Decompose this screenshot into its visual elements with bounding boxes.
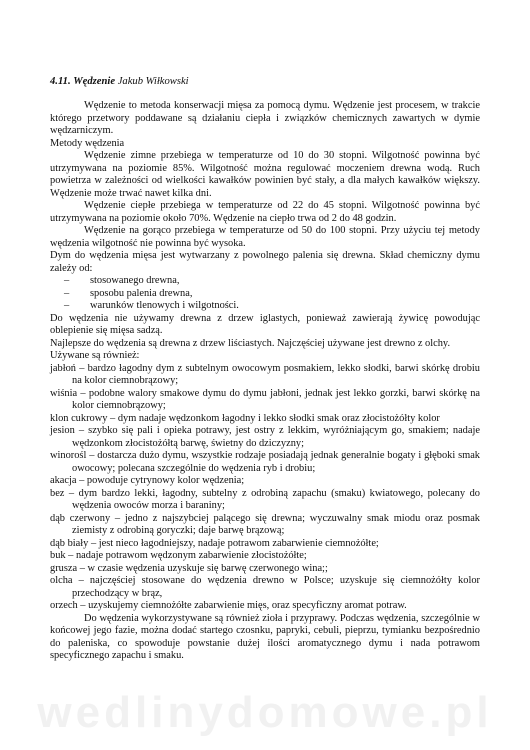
list-item: – stosowanego drewna,	[64, 275, 180, 286]
conifer-paragraph: Do wędzenia nie używamy drewna z drzew iglastych, ponieważ zawierają żywicę powodując oblepienie się mięsa sadzą.	[50, 312, 480, 336]
warm-smoking-paragraph: Wędzenie ciepłe przebiega w temperaturze od 22 do 45 stopni. Wilgotność powinna być utrzymywana na poziomie około 70%. Wędzenie na ciepło trwa od 2 do 48 godzin.	[50, 200, 480, 224]
also-used-label: Używane są również:	[50, 350, 140, 361]
wood-item-bez: bez – dym bardzo lekki, łagodny, subtelny z odrobiną zapachu (smaku) kwiatowego, polecany do wędzenia owoców morza i baraniny;	[50, 487, 480, 511]
list-item: – sposobu palenia drewna,	[64, 287, 193, 299]
list-item: – warunków tlenowych i wilgotności.	[64, 300, 239, 311]
intro-paragraph: Wędzenie to metoda konserwacji mięsa za pomocą dymu. Wędzenie jest procesem, w trakcie którego przetwory poddawane są działaniu ciepła i związków chemicznych zawartych w dymie wędzarniczym.	[50, 100, 480, 136]
wood-item-olcha: olcha – najczęściej stosowane do wędzenia drewno w Polsce; uzyskuje się ciemnożółty kolor przechodzący w brąz,	[50, 575, 480, 599]
wood-item-akacja: akacja – powoduje cytrynowy kolor wędzenia;	[50, 475, 245, 486]
wood-types-list	[50, 363, 480, 613]
cold-smoking-paragraph: Wędzenie zimne przebiega w temperaturze od 10 do 30 stopni. Wilgotność powinna być utrzymywana na poziomie 85%. Wilgotność można regulować moczeniem drewna wodą. Ruch powietrza w zależności od wielkości kawałków powinien być stały, a dla małych kawałków większy. Wędzenie może trwać nawet kilka dni.	[50, 150, 480, 199]
section-author: Jakub Wiłkowski	[117, 76, 189, 87]
best-wood-paragraph: Najlepsze do wędzenia są drewna z drzew liściastych. Najczęściej używane jest drewno z olchy.	[50, 337, 451, 349]
wood-item-winorosl: winorośl – dostarcza dużo dymu, wszystkie rodzaje posiadają jednak generalnie bogaty i głęboki smak owocowy; polecana szczególnie do wędzenia ryb i drobiu;	[50, 450, 480, 474]
dash-marker: –	[64, 275, 70, 286]
section-number: 4.11.	[50, 76, 71, 87]
wood-item-orzech: orzech – uzyskujemy ciemnożółte zabarwienie mięs, oraz specyficzny aromat potraw.	[50, 600, 407, 611]
wood-item-dab-czerwony: dąb czerwony – jedno z najszybciej palącego się drewna; wyczuwalny smak miodu oraz posmak ziemisty z odrobiną goryczki; daje barwę brązową;	[50, 512, 480, 536]
wood-item-buk: buk – nadaje potrawom wędzonym zabarwienie złocistożółte;	[50, 550, 307, 561]
dash-marker: –	[64, 300, 70, 311]
wood-item-jablon: jabłoń – bardzo łagodny dym z subtelnym owocowym posmakiem, lekko słodki, barwi skórkę drobiu na kolor ciemnobrązowy;	[50, 362, 480, 386]
dash-marker: –	[64, 287, 70, 299]
methods-title: Metody wędzenia	[50, 137, 125, 149]
watermark: wedlinydomowe.pl	[37, 687, 493, 737]
wood-item-grusza: grusza – w czasie wędzenia uzyskuje się barwę czerwonego wina;;	[50, 562, 328, 574]
smoke-factors-list	[50, 275, 480, 313]
wood-item-klon: klon cukrowy – dym nadaje wędzonkom łagodny i lekko słodki smak oraz złocistożółty kolor	[50, 412, 440, 424]
hot-smoking-paragraph: Wędzenie na gorąco przebiega w temperaturze od 50 do 100 stopni. Przy użyciu tej metody wędzenia wilgotność nie powinna być wysoka.	[50, 225, 480, 249]
smoke-paragraph: Dym do wędzenia mięsa jest wytwarzany z powolnego palenia się drewna. Skład chemiczny dymu zależy od:	[50, 250, 480, 274]
herbs-paragraph: Do wędzenia wykorzystywane są również zioła i przyprawy. Podczas wędzenia, szczególnie w końcowej jego fazie, można dodać startego czosnku, papryki, cebuli, pieprzu, tymianku bezpośrednio do paleniska, co spowoduje powstanie dużej ilości aromatycznego dymu i nada potrawom specyficznego zapachu i smaku.	[50, 612, 480, 661]
document-body	[50, 100, 480, 663]
section-heading	[50, 76, 189, 87]
wood-item-dab-bialy: dąb biały – jest nieco łagodniejszy, nadaje potrawom zabarwienie ciemnożółte;	[50, 537, 379, 549]
wood-item-wisnia: wiśnia – podobne walory smakowe dymu do dymu jabłoni, jednak jest lekko gorzki, barwi skórkę na kolor ciemnobrązowy;	[50, 387, 480, 411]
section-title: Wędzenie	[73, 76, 116, 87]
wood-item-jesion: jesion – szybko się pali i opieka potrawy, jest ostry z lekkim, wyróżniającym go, smakiem; nadaje wędzonkom złocistożółtą barwę, świetny do dziczyzny;	[50, 425, 480, 449]
